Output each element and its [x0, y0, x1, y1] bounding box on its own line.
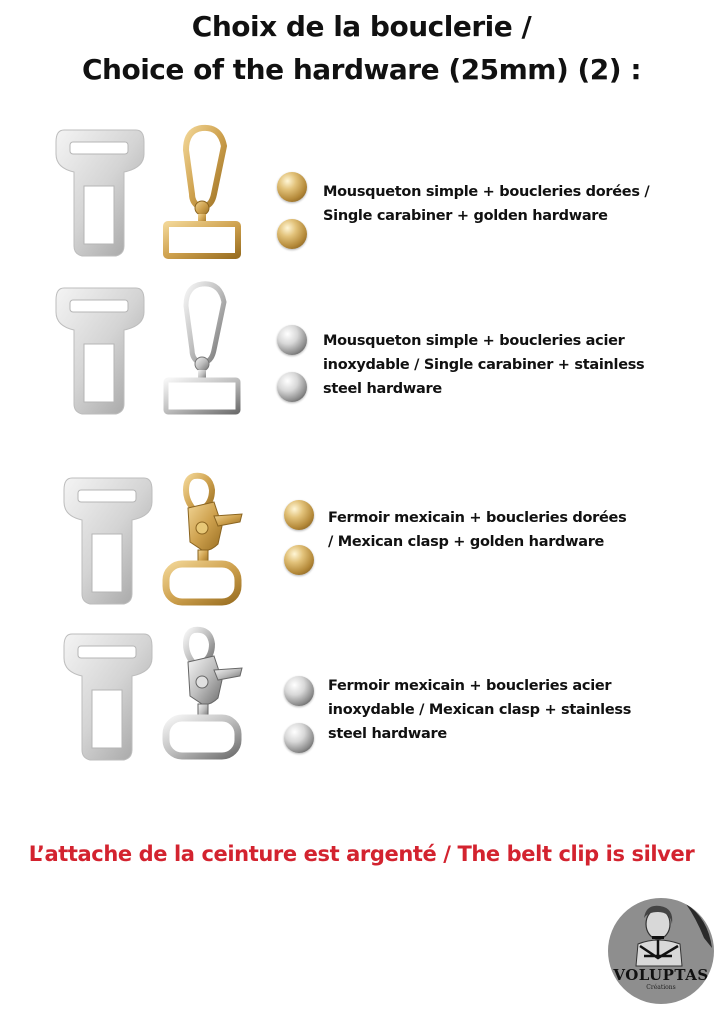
belt-clip-note: L’attache de la ceinture est argenté / The belt clip is silver	[28, 842, 695, 866]
option-description	[323, 180, 649, 228]
option-description	[328, 506, 626, 554]
mexican-clasp-silver-icon	[160, 626, 250, 762]
gold-hardware-swatch-icon	[277, 172, 307, 202]
description-line: Mousqueton simple + boucleries acier	[323, 333, 625, 349]
belt-clip-icon	[54, 286, 146, 416]
gold-hardware-swatch-icon	[284, 500, 314, 530]
option-mexican-clasp-stainless	[0, 626, 723, 776]
belt-clip-icon	[62, 632, 154, 762]
description-line: steel hardware	[323, 381, 442, 397]
brand-logo	[608, 898, 714, 1004]
carabiner-silver-icon	[162, 280, 246, 416]
description-line: Single carabiner + golden hardware	[323, 208, 608, 224]
description-line: Mousqueton simple + boucleries dorées /	[323, 184, 650, 200]
description-line: inoxydable / Mexican clasp + stainless	[328, 702, 632, 718]
belt-clip-icon	[54, 128, 146, 258]
option-single-carabiner-golden	[0, 120, 723, 270]
description-line: Fermoir mexicain + boucleries acier	[328, 678, 612, 694]
description-line: steel hardware	[328, 726, 447, 742]
carabiner-gold-icon	[162, 124, 246, 260]
silver-hardware-swatch-icon	[284, 723, 314, 753]
title-line-1: Choix de la bouclerie /	[191, 10, 532, 43]
title-line-2: Choice of the hardware (25mm) (2) :	[81, 53, 642, 86]
belt-clip-icon	[62, 476, 154, 606]
description-line: / Mexican clasp + golden hardware	[328, 534, 605, 550]
logo-subtitle: Créations	[646, 984, 676, 991]
description-line: inoxydable / Single carabiner + stainless	[323, 357, 645, 373]
logo-brand-name: VOLUPTAS	[613, 966, 709, 984]
silver-hardware-swatch-icon	[277, 372, 307, 402]
option-description	[323, 329, 644, 401]
option-mexican-clasp-golden	[0, 468, 723, 618]
gold-hardware-swatch-icon	[277, 219, 307, 249]
mexican-clasp-gold-icon	[160, 472, 250, 608]
silver-hardware-swatch-icon	[284, 676, 314, 706]
option-single-carabiner-stainless	[0, 278, 723, 428]
silver-hardware-swatch-icon	[277, 325, 307, 355]
description-line: Fermoir mexicain + boucleries dorées	[328, 510, 627, 526]
gold-hardware-swatch-icon	[284, 545, 314, 575]
option-description	[328, 674, 631, 746]
